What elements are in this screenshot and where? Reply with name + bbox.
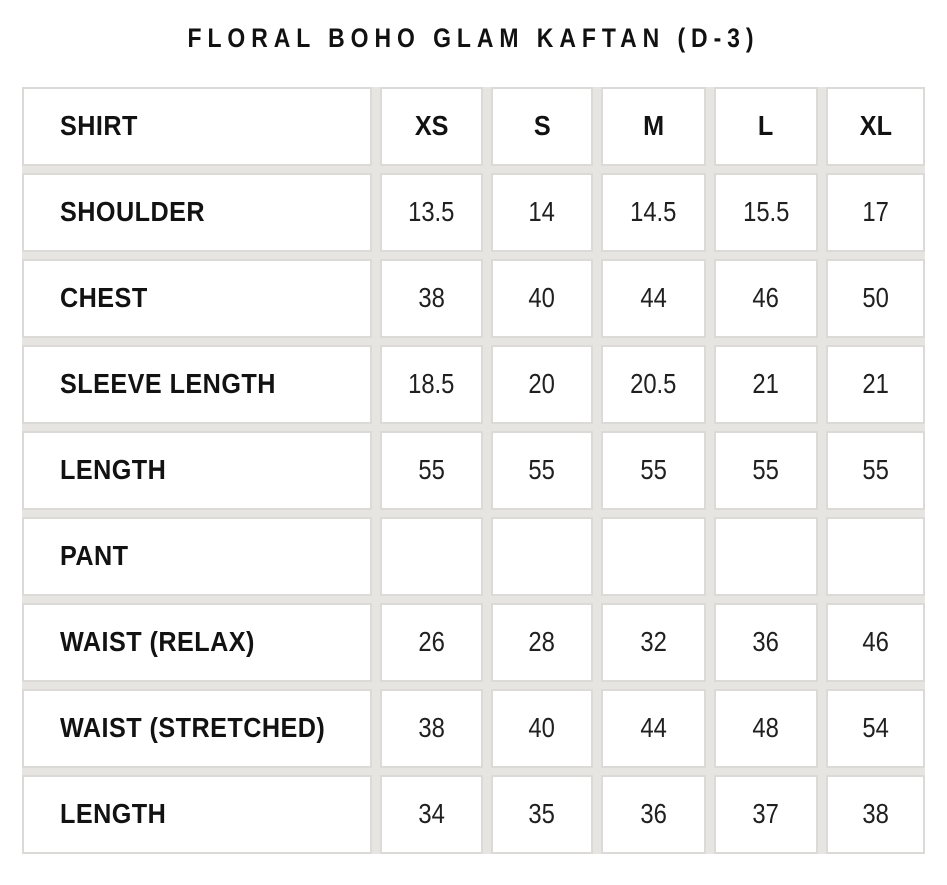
cell-shoulder-xs bbox=[380, 173, 483, 252]
cell-chest-xs bbox=[380, 259, 483, 338]
column-header-size-m bbox=[601, 87, 706, 166]
cell-sleeve-length-xs-text: 18.5 bbox=[408, 368, 455, 400]
cell-shoulder-m bbox=[601, 173, 706, 252]
cell-waist-relax-m-text: 32 bbox=[640, 626, 667, 658]
cell-waist-relax-m bbox=[601, 603, 706, 682]
cell-length-xs-text: 55 bbox=[418, 454, 445, 486]
cell-waist-relax-xl bbox=[826, 603, 925, 682]
cell-sleeve-length-xs bbox=[380, 345, 483, 424]
cell-length-l-text: 55 bbox=[752, 454, 780, 486]
size-chart-table bbox=[22, 87, 925, 854]
column-header-size-xs-text: XS bbox=[414, 110, 449, 142]
row-label-waist-relax-text: WAIST (RELAX) bbox=[60, 626, 255, 658]
column-header-size-xs bbox=[380, 87, 483, 166]
row-label-pant bbox=[22, 517, 372, 596]
row-label-waist-stretched bbox=[22, 689, 372, 768]
cell-waist-stretched-xl bbox=[826, 689, 925, 768]
cell-chest-xs-text: 38 bbox=[418, 282, 445, 314]
cell-shoulder-l-text: 15.5 bbox=[742, 196, 790, 228]
cell-length-s bbox=[491, 775, 593, 854]
cell-chest-s-text: 40 bbox=[528, 282, 556, 314]
cell-waist-stretched-l bbox=[714, 689, 818, 768]
cell-chest-m bbox=[601, 259, 706, 338]
row-label-length bbox=[22, 775, 372, 854]
cell-sleeve-length-l bbox=[714, 345, 818, 424]
column-header-size-xl bbox=[826, 87, 925, 166]
column-header-size-l bbox=[714, 87, 818, 166]
cell-shoulder-xl bbox=[826, 173, 925, 252]
cell-pant-m bbox=[601, 517, 706, 596]
cell-length-l bbox=[714, 431, 818, 510]
row-label-length-text: LENGTH bbox=[60, 454, 167, 486]
cell-pant-xs bbox=[380, 517, 483, 596]
cell-waist-stretched-s-text: 40 bbox=[528, 712, 556, 744]
cell-length-xl bbox=[826, 775, 925, 854]
cell-waist-stretched-s bbox=[491, 689, 593, 768]
cell-sleeve-length-m-text: 20.5 bbox=[630, 368, 677, 400]
cell-shoulder-s bbox=[491, 173, 593, 252]
cell-sleeve-length-xl-text: 21 bbox=[862, 368, 889, 400]
cell-length-m-text: 36 bbox=[640, 798, 667, 830]
cell-length-m-text: 55 bbox=[640, 454, 667, 486]
cell-waist-relax-s-text: 28 bbox=[528, 626, 556, 658]
cell-waist-stretched-xs-text: 38 bbox=[418, 712, 445, 744]
row-label-shoulder-text: SHOULDER bbox=[60, 196, 206, 228]
cell-pant-l bbox=[714, 517, 818, 596]
cell-length-xs-text: 34 bbox=[418, 798, 445, 830]
cell-waist-stretched-l-text: 48 bbox=[752, 712, 780, 744]
row-label-pant-text: PANT bbox=[60, 540, 129, 572]
cell-sleeve-length-s-text: 20 bbox=[528, 368, 556, 400]
column-header-size-m-text: M bbox=[642, 110, 664, 142]
cell-waist-stretched-xl-text: 54 bbox=[862, 712, 889, 744]
cell-length-m bbox=[601, 431, 706, 510]
page-title bbox=[0, 22, 947, 56]
cell-sleeve-length-l-text: 21 bbox=[752, 368, 780, 400]
column-header-shirt bbox=[22, 87, 372, 166]
page-title-text: FLORAL BOHO GLAM KAFTAN (D-3) bbox=[187, 23, 760, 53]
row-label-waist-stretched-text: WAIST (STRETCHED) bbox=[60, 712, 326, 744]
cell-shoulder-xs-text: 13.5 bbox=[408, 196, 455, 228]
cell-length-s-text: 55 bbox=[528, 454, 556, 486]
cell-length-s bbox=[491, 431, 593, 510]
cell-waist-relax-xl-text: 46 bbox=[862, 626, 889, 658]
row-label-length-text: LENGTH bbox=[60, 798, 167, 830]
cell-length-m bbox=[601, 775, 706, 854]
cell-waist-stretched-xs bbox=[380, 689, 483, 768]
column-header-size-xl-text: XL bbox=[859, 110, 892, 142]
row-label-waist-relax bbox=[22, 603, 372, 682]
cell-length-xl-text: 38 bbox=[862, 798, 889, 830]
cell-length-xs bbox=[380, 431, 483, 510]
cell-sleeve-length-xl bbox=[826, 345, 925, 424]
cell-chest-m-text: 44 bbox=[640, 282, 667, 314]
row-label-sleeve-length bbox=[22, 345, 372, 424]
cell-chest-l bbox=[714, 259, 818, 338]
cell-pant-xl bbox=[826, 517, 925, 596]
cell-waist-stretched-m bbox=[601, 689, 706, 768]
cell-chest-l-text: 46 bbox=[752, 282, 780, 314]
row-label-shoulder bbox=[22, 173, 372, 252]
cell-length-l-text: 37 bbox=[752, 798, 780, 830]
cell-waist-relax-s bbox=[491, 603, 593, 682]
cell-length-s-text: 35 bbox=[528, 798, 556, 830]
cell-length-xl bbox=[826, 431, 925, 510]
column-header-size-l-text: L bbox=[758, 110, 774, 142]
cell-chest-xl bbox=[826, 259, 925, 338]
cell-length-l bbox=[714, 775, 818, 854]
cell-shoulder-l bbox=[714, 173, 818, 252]
cell-shoulder-xl-text: 17 bbox=[862, 196, 889, 228]
cell-waist-relax-xs-text: 26 bbox=[418, 626, 445, 658]
row-label-sleeve-length-text: SLEEVE LENGTH bbox=[60, 368, 276, 400]
row-label-length bbox=[22, 431, 372, 510]
cell-length-xl-text: 55 bbox=[862, 454, 889, 486]
cell-shoulder-m-text: 14.5 bbox=[630, 196, 677, 228]
row-label-chest-text: CHEST bbox=[60, 282, 148, 314]
cell-shoulder-s-text: 14 bbox=[528, 196, 556, 228]
cell-sleeve-length-s bbox=[491, 345, 593, 424]
cell-waist-relax-l-text: 36 bbox=[752, 626, 780, 658]
cell-pant-s bbox=[491, 517, 593, 596]
column-header-size-s-text: S bbox=[533, 110, 551, 142]
column-header-shirt-text: SHIRT bbox=[60, 110, 138, 142]
cell-chest-xl-text: 50 bbox=[862, 282, 889, 314]
cell-waist-relax-xs bbox=[380, 603, 483, 682]
cell-waist-relax-l bbox=[714, 603, 818, 682]
cell-chest-s bbox=[491, 259, 593, 338]
cell-waist-stretched-m-text: 44 bbox=[640, 712, 667, 744]
cell-length-xs bbox=[380, 775, 483, 854]
cell-sleeve-length-m bbox=[601, 345, 706, 424]
column-header-size-s bbox=[491, 87, 593, 166]
row-label-chest bbox=[22, 259, 372, 338]
